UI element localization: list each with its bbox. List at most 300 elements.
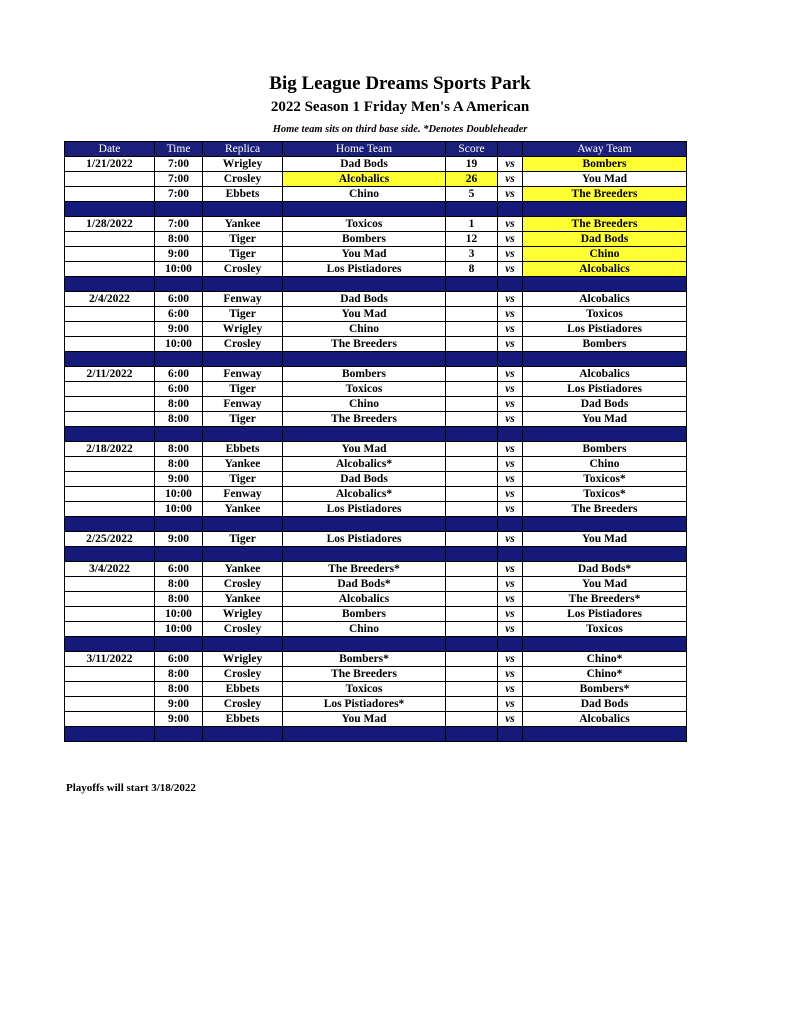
- home-team-cell: You Mad: [283, 247, 446, 262]
- home-team-cell: Alcobalics*: [283, 457, 446, 472]
- separator-cell: [283, 427, 446, 442]
- table-row: [65, 577, 687, 592]
- home-team-cell: Alcobalics: [283, 592, 446, 607]
- away-team-cell: You Mad: [523, 412, 687, 427]
- table-row: [65, 592, 687, 607]
- replica-cell: Fenway: [203, 397, 283, 412]
- away-team-cell: Bombers*: [523, 682, 687, 697]
- replica-cell: Yankee: [203, 592, 283, 607]
- date-cell: [65, 487, 155, 502]
- away-team-cell: Bombers: [523, 157, 687, 172]
- separator-cell: [155, 727, 203, 742]
- score-cell: [446, 292, 498, 307]
- replica-cell: Tiger: [203, 232, 283, 247]
- time-cell: 8:00: [155, 682, 203, 697]
- vs-cell: vs: [498, 457, 523, 472]
- away-team-cell: Alcobalics: [523, 262, 687, 277]
- home-team-cell: You Mad: [283, 307, 446, 322]
- replica-cell: Crosley: [203, 697, 283, 712]
- separator-cell: [446, 202, 498, 217]
- vs-cell: vs: [498, 607, 523, 622]
- home-team-cell: Bombers*: [283, 652, 446, 667]
- score-cell: [446, 562, 498, 577]
- vs-cell: vs: [498, 622, 523, 637]
- vs-cell: vs: [498, 172, 523, 187]
- home-team-cell: Los Pistiadores: [283, 502, 446, 517]
- separator-cell: [203, 637, 283, 652]
- table-row: [65, 457, 687, 472]
- score-cell: 5: [446, 187, 498, 202]
- separator-cell: [65, 202, 155, 217]
- away-team-cell: Los Pistiadores: [523, 382, 687, 397]
- date-cell: [65, 187, 155, 202]
- table-row: [65, 217, 687, 232]
- separator-cell: [498, 277, 523, 292]
- away-team-cell: Chino*: [523, 652, 687, 667]
- separator-cell: [523, 202, 687, 217]
- table-row: [65, 532, 687, 547]
- table-row: [65, 307, 687, 322]
- separator-cell: [155, 547, 203, 562]
- week-separator: [65, 277, 687, 292]
- time-cell: 8:00: [155, 232, 203, 247]
- home-team-cell: Chino: [283, 187, 446, 202]
- vs-cell: vs: [498, 667, 523, 682]
- separator-cell: [498, 352, 523, 367]
- score-cell: [446, 502, 498, 517]
- column-header-date: Date: [65, 142, 155, 157]
- column-header-score: Score: [446, 142, 498, 157]
- time-cell: 7:00: [155, 217, 203, 232]
- replica-cell: Ebbets: [203, 682, 283, 697]
- vs-cell: vs: [498, 577, 523, 592]
- separator-cell: [446, 427, 498, 442]
- separator-cell: [283, 277, 446, 292]
- table-row: [65, 397, 687, 412]
- time-cell: 10:00: [155, 487, 203, 502]
- score-cell: 1: [446, 217, 498, 232]
- table-row: [65, 412, 687, 427]
- table-row: [65, 262, 687, 277]
- separator-cell: [446, 727, 498, 742]
- table-row: [65, 607, 687, 622]
- score-cell: [446, 697, 498, 712]
- date-cell: [65, 412, 155, 427]
- time-cell: 10:00: [155, 607, 203, 622]
- column-header-time: Time: [155, 142, 203, 157]
- vs-cell: vs: [498, 262, 523, 277]
- separator-cell: [203, 427, 283, 442]
- week-separator: [65, 637, 687, 652]
- score-cell: 19: [446, 157, 498, 172]
- doubleheader-note: Home team sits on third base side. *Denotes Doubleheader: [272, 124, 528, 135]
- replica-cell: Tiger: [203, 247, 283, 262]
- time-cell: 10:00: [155, 262, 203, 277]
- replica-cell: Crosley: [203, 262, 283, 277]
- vs-cell: vs: [498, 217, 523, 232]
- separator-cell: [498, 202, 523, 217]
- date-cell: 2/25/2022: [65, 532, 155, 547]
- away-team-cell: Los Pistiadores: [523, 322, 687, 337]
- vs-cell: vs: [498, 397, 523, 412]
- separator-cell: [523, 637, 687, 652]
- score-cell: [446, 472, 498, 487]
- score-cell: [446, 337, 498, 352]
- week-separator: [65, 727, 687, 742]
- date-cell: [65, 457, 155, 472]
- separator-cell: [283, 517, 446, 532]
- home-team-cell: Dad Bods*: [283, 577, 446, 592]
- score-cell: [446, 307, 498, 322]
- date-cell: [65, 262, 155, 277]
- score-cell: [446, 592, 498, 607]
- table-row: [65, 697, 687, 712]
- time-cell: 7:00: [155, 157, 203, 172]
- score-cell: [446, 382, 498, 397]
- vs-cell: vs: [498, 307, 523, 322]
- home-team-cell: Alcobalics: [283, 172, 446, 187]
- home-team-cell: Dad Bods: [283, 292, 446, 307]
- away-team-cell: Los Pistiadores: [523, 607, 687, 622]
- vs-cell: vs: [498, 472, 523, 487]
- vs-cell: vs: [498, 367, 523, 382]
- vs-cell: vs: [498, 247, 523, 262]
- home-team-cell: Chino: [283, 622, 446, 637]
- date-cell: 1/21/2022: [65, 157, 155, 172]
- table-row: [65, 292, 687, 307]
- column-header-replica: Replica: [203, 142, 283, 157]
- separator-cell: [498, 547, 523, 562]
- time-cell: 6:00: [155, 652, 203, 667]
- replica-cell: Tiger: [203, 382, 283, 397]
- score-cell: [446, 487, 498, 502]
- home-team-cell: Dad Bods: [283, 157, 446, 172]
- away-team-cell: Dad Bods*: [523, 562, 687, 577]
- separator-cell: [523, 517, 687, 532]
- home-team-cell: Los Pistiadores: [283, 262, 446, 277]
- date-cell: [65, 682, 155, 697]
- away-team-cell: You Mad: [523, 172, 687, 187]
- separator-cell: [523, 352, 687, 367]
- replica-cell: Yankee: [203, 217, 283, 232]
- separator-cell: [65, 277, 155, 292]
- separator-cell: [498, 637, 523, 652]
- replica-cell: Wrigley: [203, 607, 283, 622]
- separator-cell: [203, 202, 283, 217]
- replica-cell: Tiger: [203, 532, 283, 547]
- replica-cell: Ebbets: [203, 187, 283, 202]
- table-row: [65, 232, 687, 247]
- time-cell: 8:00: [155, 442, 203, 457]
- time-cell: 6:00: [155, 292, 203, 307]
- table-row: [65, 622, 687, 637]
- away-team-cell: Toxicos*: [523, 487, 687, 502]
- date-cell: [65, 382, 155, 397]
- away-team-cell: The Breeders: [523, 187, 687, 202]
- vs-cell: vs: [498, 157, 523, 172]
- schedule-table: [64, 141, 687, 742]
- score-cell: [446, 577, 498, 592]
- vs-cell: vs: [498, 697, 523, 712]
- time-cell: 9:00: [155, 247, 203, 262]
- away-team-cell: You Mad: [523, 577, 687, 592]
- away-team-cell: Dad Bods: [523, 697, 687, 712]
- replica-cell: Fenway: [203, 367, 283, 382]
- away-team-cell: Bombers: [523, 337, 687, 352]
- vs-cell: vs: [498, 652, 523, 667]
- separator-cell: [498, 427, 523, 442]
- table-row: [65, 502, 687, 517]
- separator-cell: [65, 637, 155, 652]
- replica-cell: Tiger: [203, 412, 283, 427]
- home-team-cell: The Breeders: [283, 412, 446, 427]
- time-cell: 7:00: [155, 172, 203, 187]
- time-cell: 6:00: [155, 382, 203, 397]
- vs-cell: vs: [498, 382, 523, 397]
- score-cell: 26: [446, 172, 498, 187]
- separator-cell: [446, 352, 498, 367]
- time-cell: 9:00: [155, 322, 203, 337]
- date-cell: [65, 322, 155, 337]
- time-cell: 8:00: [155, 412, 203, 427]
- replica-cell: Wrigley: [203, 652, 283, 667]
- separator-cell: [498, 517, 523, 532]
- vs-cell: vs: [498, 532, 523, 547]
- away-team-cell: Bombers: [523, 442, 687, 457]
- date-cell: [65, 697, 155, 712]
- score-cell: [446, 667, 498, 682]
- time-cell: 8:00: [155, 667, 203, 682]
- home-team-cell: Bombers: [283, 367, 446, 382]
- home-team-cell: The Breeders: [283, 667, 446, 682]
- date-cell: [65, 172, 155, 187]
- away-team-cell: Toxicos: [523, 622, 687, 637]
- separator-cell: [446, 277, 498, 292]
- table-row: [65, 247, 687, 262]
- separator-cell: [498, 727, 523, 742]
- week-separator: [65, 427, 687, 442]
- home-team-cell: The Breeders*: [283, 562, 446, 577]
- replica-cell: Wrigley: [203, 322, 283, 337]
- separator-cell: [523, 547, 687, 562]
- score-cell: [446, 712, 498, 727]
- playoffs-note: Playoffs will start 3/18/2022: [66, 782, 196, 794]
- vs-cell: vs: [498, 337, 523, 352]
- score-cell: [446, 622, 498, 637]
- date-cell: [65, 622, 155, 637]
- date-cell: [65, 667, 155, 682]
- separator-cell: [155, 277, 203, 292]
- vs-cell: vs: [498, 232, 523, 247]
- score-cell: 8: [446, 262, 498, 277]
- score-cell: [446, 367, 498, 382]
- away-team-cell: Chino: [523, 247, 687, 262]
- separator-cell: [283, 727, 446, 742]
- date-cell: [65, 232, 155, 247]
- score-cell: [446, 607, 498, 622]
- away-team-cell: Dad Bods: [523, 232, 687, 247]
- away-team-cell: The Breeders: [523, 217, 687, 232]
- date-cell: 3/4/2022: [65, 562, 155, 577]
- vs-cell: vs: [498, 502, 523, 517]
- separator-cell: [283, 637, 446, 652]
- away-team-cell: The Breeders: [523, 502, 687, 517]
- time-cell: 9:00: [155, 472, 203, 487]
- vs-cell: vs: [498, 682, 523, 697]
- table-row: [65, 337, 687, 352]
- separator-cell: [203, 277, 283, 292]
- time-cell: 9:00: [155, 532, 203, 547]
- home-team-cell: Toxicos: [283, 217, 446, 232]
- column-header-away-team: Away Team: [523, 142, 687, 157]
- replica-cell: Crosley: [203, 577, 283, 592]
- time-cell: 9:00: [155, 697, 203, 712]
- replica-cell: Yankee: [203, 457, 283, 472]
- separator-cell: [155, 427, 203, 442]
- replica-cell: Tiger: [203, 472, 283, 487]
- date-cell: 2/18/2022: [65, 442, 155, 457]
- vs-cell: vs: [498, 487, 523, 502]
- separator-cell: [65, 727, 155, 742]
- date-cell: [65, 607, 155, 622]
- vs-cell: vs: [498, 292, 523, 307]
- time-cell: 10:00: [155, 337, 203, 352]
- column-header-vs: [498, 142, 523, 157]
- home-team-cell: Bombers: [283, 232, 446, 247]
- replica-cell: Fenway: [203, 292, 283, 307]
- replica-cell: Ebbets: [203, 712, 283, 727]
- time-cell: 8:00: [155, 397, 203, 412]
- table-row: [65, 667, 687, 682]
- replica-cell: Yankee: [203, 502, 283, 517]
- home-team-cell: Toxicos: [283, 382, 446, 397]
- score-cell: 3: [446, 247, 498, 262]
- replica-cell: Fenway: [203, 487, 283, 502]
- separator-cell: [155, 517, 203, 532]
- separator-cell: [283, 202, 446, 217]
- replica-cell: Crosley: [203, 337, 283, 352]
- score-cell: [446, 457, 498, 472]
- time-cell: 10:00: [155, 502, 203, 517]
- week-separator: [65, 517, 687, 532]
- separator-cell: [203, 727, 283, 742]
- time-cell: 8:00: [155, 577, 203, 592]
- separator-cell: [65, 517, 155, 532]
- away-team-cell: The Breeders*: [523, 592, 687, 607]
- table-row: [65, 472, 687, 487]
- separator-cell: [65, 352, 155, 367]
- home-team-cell: Dad Bods: [283, 472, 446, 487]
- score-cell: [446, 442, 498, 457]
- replica-cell: Crosley: [203, 667, 283, 682]
- replica-cell: Yankee: [203, 562, 283, 577]
- separator-cell: [446, 547, 498, 562]
- date-cell: [65, 307, 155, 322]
- away-team-cell: Toxicos*: [523, 472, 687, 487]
- page-title: Big League Dreams Sports Park: [269, 73, 531, 94]
- score-cell: [446, 322, 498, 337]
- date-cell: 2/11/2022: [65, 367, 155, 382]
- table-row: [65, 682, 687, 697]
- vs-cell: vs: [498, 712, 523, 727]
- separator-cell: [283, 352, 446, 367]
- separator-cell: [203, 547, 283, 562]
- replica-cell: Crosley: [203, 622, 283, 637]
- time-cell: 6:00: [155, 562, 203, 577]
- column-header-home-team: Home Team: [283, 142, 446, 157]
- home-team-cell: Los Pistiadores*: [283, 697, 446, 712]
- table-row: [65, 442, 687, 457]
- vs-cell: vs: [498, 187, 523, 202]
- separator-cell: [523, 427, 687, 442]
- separator-cell: [283, 547, 446, 562]
- date-cell: [65, 247, 155, 262]
- separator-cell: [203, 352, 283, 367]
- time-cell: 7:00: [155, 187, 203, 202]
- home-team-cell: You Mad: [283, 712, 446, 727]
- time-cell: 6:00: [155, 367, 203, 382]
- separator-cell: [203, 517, 283, 532]
- score-cell: [446, 652, 498, 667]
- vs-cell: vs: [498, 562, 523, 577]
- away-team-cell: You Mad: [523, 532, 687, 547]
- week-separator: [65, 547, 687, 562]
- time-cell: 9:00: [155, 712, 203, 727]
- table-row: [65, 382, 687, 397]
- table-row: [65, 487, 687, 502]
- time-cell: 10:00: [155, 622, 203, 637]
- table-row: [65, 712, 687, 727]
- away-team-cell: Chino*: [523, 667, 687, 682]
- score-cell: [446, 682, 498, 697]
- separator-cell: [155, 637, 203, 652]
- separator-cell: [155, 202, 203, 217]
- home-team-cell: Chino: [283, 397, 446, 412]
- week-separator: [65, 202, 687, 217]
- score-cell: [446, 397, 498, 412]
- table-row: [65, 172, 687, 187]
- page-subtitle: 2022 Season 1 Friday Men's A American: [270, 99, 530, 115]
- home-team-cell: You Mad: [283, 442, 446, 457]
- time-cell: 8:00: [155, 457, 203, 472]
- week-separator: [65, 352, 687, 367]
- score-cell: [446, 532, 498, 547]
- date-cell: [65, 337, 155, 352]
- table-row: [65, 322, 687, 337]
- table-row: [65, 187, 687, 202]
- separator-cell: [65, 427, 155, 442]
- home-team-cell: Alcobalics*: [283, 487, 446, 502]
- date-cell: [65, 577, 155, 592]
- separator-cell: [155, 352, 203, 367]
- date-cell: [65, 502, 155, 517]
- home-team-cell: Los Pistiadores: [283, 532, 446, 547]
- replica-cell: Wrigley: [203, 157, 283, 172]
- home-team-cell: Chino: [283, 322, 446, 337]
- score-cell: [446, 412, 498, 427]
- date-cell: [65, 712, 155, 727]
- vs-cell: vs: [498, 412, 523, 427]
- time-cell: 8:00: [155, 592, 203, 607]
- schedule-body: [65, 157, 687, 742]
- score-cell: 12: [446, 232, 498, 247]
- date-cell: [65, 592, 155, 607]
- away-team-cell: Alcobalics: [523, 367, 687, 382]
- away-team-cell: Alcobalics: [523, 712, 687, 727]
- away-team-cell: Chino: [523, 457, 687, 472]
- separator-cell: [523, 727, 687, 742]
- date-cell: 1/28/2022: [65, 217, 155, 232]
